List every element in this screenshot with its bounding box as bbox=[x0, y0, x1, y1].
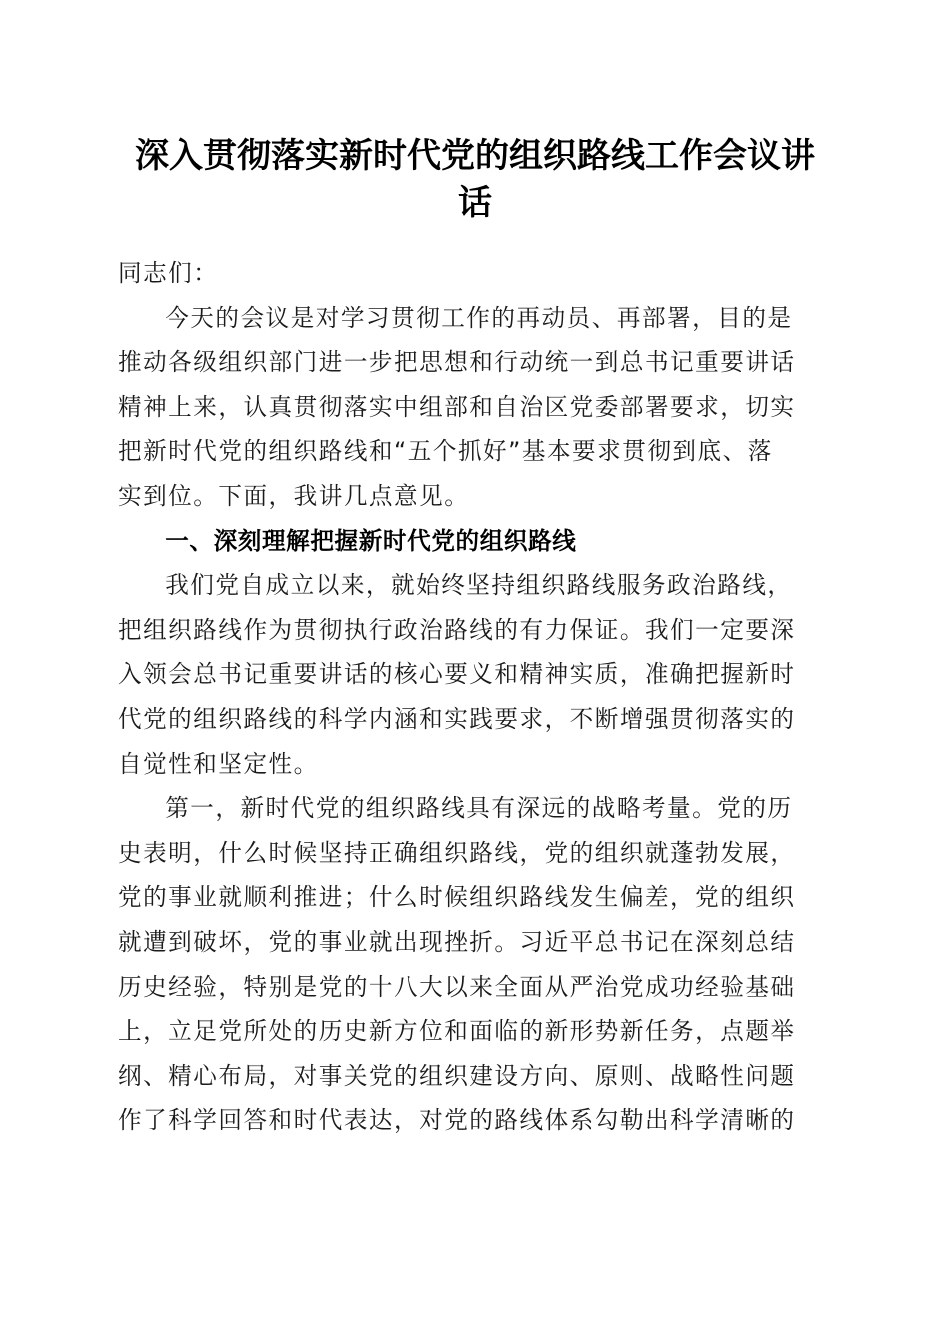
text-line: 第一，新时代党的组织路线具有深远的战略考量。党的历 bbox=[165, 794, 793, 823]
text-line: 历史经验，特别是党的十八大以来全面从严治党成功经验基础 bbox=[118, 972, 796, 1001]
heading-text: 一、深刻理解把握新时代党的组织路线 bbox=[165, 526, 577, 555]
text-line: 我们党自成立以来，就始终坚持组织路线服务政治路线， bbox=[165, 571, 793, 600]
text-line: 把组织路线作为贯彻执行政治路线的有力保证。我们一定要深 bbox=[118, 615, 796, 644]
text-line: 把新时代党的组织路线和“五个抓好”基本要求贯彻到底、落 bbox=[118, 437, 773, 466]
text-line: 纲、精心布局，对事关党的组织建设方向、原则、战略性问题 bbox=[118, 1061, 796, 1090]
text-line: 作了科学回答和时代表达，对党的路线体系勾勒出科学清晰的 bbox=[118, 1106, 796, 1135]
text-line: 今天的会议是对学习贯彻工作的再动员、再部署，目的是 bbox=[165, 303, 793, 332]
document-title bbox=[112, 133, 838, 227]
text-line: 自觉性和坚定性。 bbox=[118, 749, 319, 778]
title-line: 话 bbox=[458, 183, 492, 223]
text-line: 就遭到破坏，党的事业就出现挫折。习近平总书记在深刻总结 bbox=[118, 927, 796, 956]
text-line: 实到位。下面，我讲几点意见。 bbox=[118, 481, 470, 510]
title-line: 深入贯彻落实新时代党的组织路线工作会议讲 bbox=[135, 136, 815, 176]
text-line: 代党的组织路线的科学内涵和实践要求，不断增强贯彻落实的 bbox=[118, 704, 796, 733]
document-body bbox=[118, 251, 824, 1143]
text-line: 精神上来，认真贯彻落实中组部和自治区党委部署要求，切实 bbox=[118, 392, 796, 421]
text-line: 上，立足党所处的历史新方位和面临的新形势新任务，点题举 bbox=[118, 1017, 796, 1046]
salutation-text: 同志们： bbox=[118, 259, 219, 287]
paragraph-intro bbox=[118, 296, 824, 519]
section-heading-1 bbox=[118, 519, 824, 564]
text-line: 党的事业就顺利推进；什么时候组织路线发生偏差，党的组织 bbox=[118, 883, 796, 912]
text-line: 推动各级组织部门进一步把思想和行动统一到总书记重要讲话 bbox=[118, 348, 796, 377]
paragraph-section1-intro bbox=[118, 563, 824, 786]
text-line: 史表明，什么时候坚持正确组织路线，党的组织就蓬勃发展， bbox=[118, 838, 796, 867]
salutation bbox=[118, 251, 824, 296]
text-line: 入领会总书记重要讲话的核心要义和精神实质，准确把握新时 bbox=[118, 660, 796, 689]
paragraph-first-point bbox=[118, 786, 824, 1143]
